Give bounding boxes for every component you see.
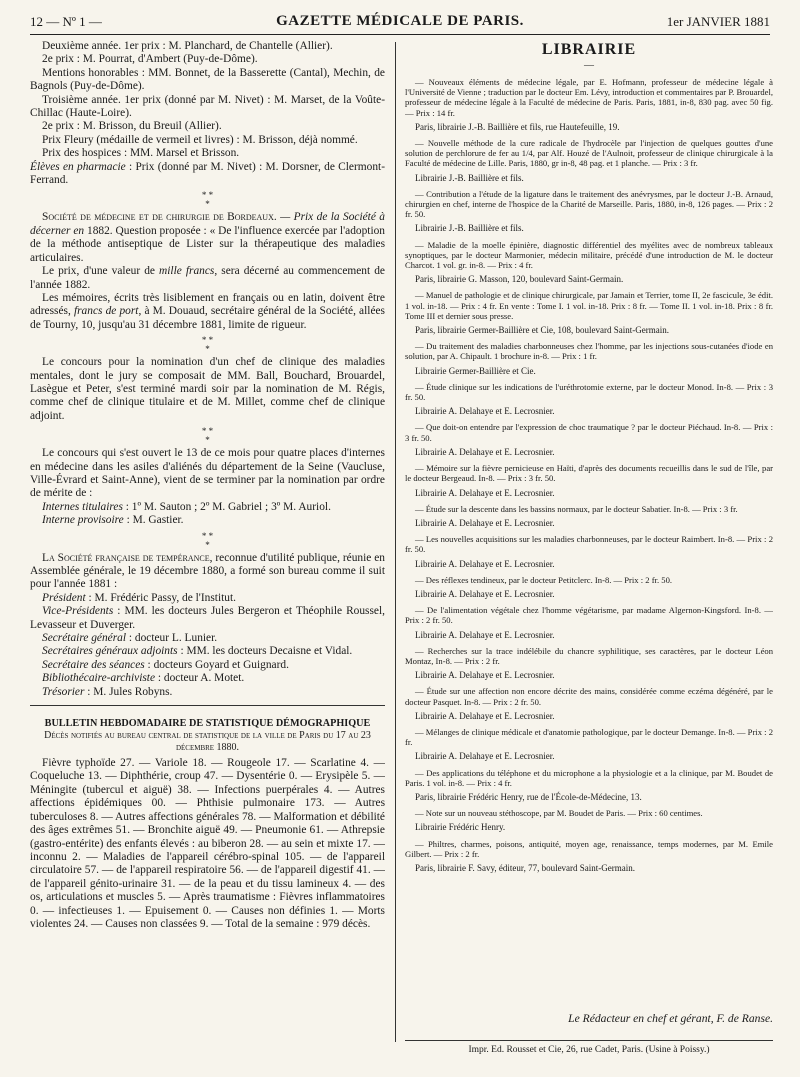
bureau-name: : docteur A. Motet. — [155, 672, 245, 685]
book-entry — [405, 138, 773, 183]
book-entry — [405, 240, 773, 285]
book-description: — Manuel de pathologie et de clinique chirurgicale, par Jamain et Terrier, tome II, 2e fascicule, 3e édit. 1 vol. in-18. — Prix : 4 fr. En vente : Tome I. 1 vol. in-18. Prix : 8 fr. — Tome II. 1 vol. in-18. Prix : 8 fr. Tome III et dernier sous presse. — [405, 290, 773, 321]
section-stars — [30, 336, 385, 354]
pharmacy-prize — [30, 161, 385, 188]
left-column — [30, 40, 385, 1010]
bordeaux-submission — [30, 292, 385, 332]
bureau-member — [30, 592, 385, 605]
bureau-member — [30, 605, 385, 632]
pharmacy-label: Élèves en pharmacie — [30, 160, 126, 173]
internes-names: : 1º M. Sauton ; 2º M. Gabriel ; 3º M. Auriol. — [122, 500, 331, 513]
internes-titulaires — [30, 501, 385, 514]
book-publisher: Paris, librairie G. Masson, 120, boulevard Saint-Germain. — [415, 274, 624, 285]
bordeaux-amount: mille francs — [159, 265, 215, 278]
librairie-dash: — — [584, 60, 594, 71]
temperance-text: , reconnue d'utilité publique, réunie en Assemblée générale, le 19 décembre 1880, a formé son bureau comme il suit pour l'année 1881 : — [30, 551, 385, 591]
book-description: — Mémoire sur la fièvre pernicieuse en Haïti, d'après des documents recueillis dans le sud de l'île, par le docteur Bergeaud. In-8. — Prix : 3 fr. 50. — [405, 463, 773, 484]
bordeaux-sub-b: , à M. Douaud, secrétaire général de la Société, allées de Tourny, 10, jusqu'au 31 décembre 1881, limite de rigueur. — [30, 305, 385, 331]
bureau-role: Vice-Présidents — [42, 605, 114, 618]
bureau-role: Secrétaire des séances — [42, 658, 145, 671]
book-publisher: Librairie A. Delahaye et E. Lecrosnier. — [415, 406, 555, 417]
book-description: — Philtres, charmes, poisons, antiquité, moyen age, renaissance, temps modernes, par M. Emile Gilbert. — Prix : 2 fr. — [405, 838, 773, 859]
book-publisher: Librairie A. Delahaye et E. Lecrosnier. — [415, 629, 555, 640]
book-publisher: Librairie A. Delahaye et E. Lecrosnier. — [415, 588, 555, 599]
page-number: 12 — Nº 1 — — [30, 14, 102, 29]
bordeaux-value — [30, 265, 385, 292]
bureau-name: : docteurs Goyard et Guignard. — [144, 658, 289, 671]
stars-glyph: * * * — [201, 190, 214, 210]
book-entry — [405, 382, 773, 417]
bordeaux-notice — [30, 211, 385, 265]
stars-glyph: * * * — [201, 335, 214, 355]
bureau-role: Président — [42, 591, 86, 604]
editor-signature: Le Rédacteur en chef et gérant, F. de Ranse. — [568, 1012, 773, 1025]
book-entry — [405, 534, 773, 569]
book-publisher: Librairie A. Delahaye et E. Lecrosnier. — [415, 558, 555, 569]
book-publisher: Librairie A. Delahaye et E. Lecrosnier. — [415, 487, 555, 498]
book-description: — Contribution a l'étude de la ligature dans le traitement des anévrysmes, par le docteur J.-B. Arnaud, chirurgien en chef, interne de l'hospice de la Charité de Marseille. Paris, 1880, in-8, 126 pages. — Prix : 2 fr. 50. — [405, 188, 773, 220]
book-entry — [405, 575, 773, 599]
book-entry — [405, 422, 773, 457]
book-publisher: Librairie J.-B. Baillière et fils. — [415, 223, 524, 234]
prize-line: Troisième année. 1er prix (donné par M. Nivet) : M. Marset, de la Voûte-Chillac (Haute-Loire). — [30, 93, 385, 120]
book-description: — Que doit-on entendre par l'expression de choc traumatique ? par le docteur Piéchaud. In-8. — Prix : 3 fr. 50. — [405, 422, 773, 443]
bureau-name: : docteur L. Lunier. — [126, 632, 218, 645]
book-entry — [405, 727, 773, 762]
section-stars — [30, 191, 385, 209]
book-entry — [405, 504, 773, 528]
bureau-role: Secrétaires généraux adjoints — [42, 645, 178, 658]
prize-line: 2e prix : M. Pourrat, d'Ambert (Puy-de-Dôme). — [42, 53, 258, 66]
bulletin-subtitle: Décès notifiés au bureau central de statistique de la ville de Paris du 17 au 23 décembre 1880. — [44, 730, 371, 754]
printer-line: Impr. Ed. Rousset et Cie, 26, rue Cadet, Paris. (Usine à Poissy.) — [405, 1040, 773, 1055]
concours-clinique: Le concours pour la nomination d'un chef de clinique des maladies mentales, dont le jury se composait de MM. Ball, Bouchard, Brouardel, Lasègue et Peter, s'est terminé mardi soir par la nomination de M. Régis, comme chef de clinique titulaire et de M. Millet, comme chef de clinique adjoint. — [30, 356, 385, 422]
book-entry — [405, 839, 773, 874]
temperance-society: La Société française de tempérance — [42, 551, 210, 564]
book-entry — [405, 290, 773, 335]
librairie-title: LIBRAIRIE — [541, 41, 637, 58]
book-description: — Les nouvelles acquisitions sur les maladies charbonneuses, par le docteur Raimbert. In-8. — Prix : 2 fr. 50. — [405, 534, 773, 555]
bureau-member — [30, 659, 385, 672]
bureau-name: : M. Jules Robyns. — [84, 685, 173, 698]
bordeaux-value-b: , sera décerné au commencement de l'année 1882. — [30, 265, 385, 291]
bureau-name: : M. Frédéric Passy, de l'Institut. — [85, 591, 236, 604]
internes-label: Internes titulaires — [42, 500, 123, 513]
book-entry — [405, 646, 773, 681]
book-description: — Nouveaux éléments de médecine légale, par E. Hofmann, professeur de médecine légale à l'Université de Vienne ; traduction par le docteur Em. Lévy, introduction et commentaires par P. Brouardel, professeur de médecine légale à la Faculté de médecine de Paris. Paris, 1881, in-8, 830 pag. avec 50 fig. — Prix : 14 fr. — [405, 77, 773, 118]
temperance-notice — [30, 552, 385, 592]
book-description: — Des réflexes tendineux, par le docteur Petitclerc. In-8. — Prix : 2 fr. 50. — [415, 574, 673, 585]
book-publisher: Librairie J.-B. Baillière et fils. — [415, 172, 524, 183]
stars-glyph: * * * — [201, 426, 214, 446]
bulletin-statistics: Fièvre typhoïde 27. — Variole 18. — Rougeole 17. — Scarlatine 4. — Coqueluche 13. — Diphthérie, croup 47. — Dysentérie 0. — Erysipèle 5. — Méningite (tubercul et aiguë) 38. — Infections puerpérales 4. — Autres affections épidémiques 00. — Phthisie pulmonaire 173. — Autres tuberculoses 8. — Autres affections générales 78. — Malformation et débilité des âges extrêmes 51. — Bronchite aiguë 49. — Pneumonie 61. — Athrepsie (gastro-entérite) des enfants élevés : au biberon 28. — au sein et mixte 17. — inconnu 2. — Maladies de l'appareil cérébro-spinal 105. — de l'appareil circulatoire 57. — de l'appareil respiratoire 56. — de l'appareil digestif 41. — de l'appareil génito-urinaire 31. — de la peau et du tissu lamineux 4. — des os, articulations et muscles 5. — Après traumatisme : Fièvres inflammatoires 0. — infectieuses 1. — Epuisement 0. — Causes non définies 1. — Morts violentes 24. — Causes non classées 9. — Total de la semaine : 979 décès. — [30, 757, 385, 930]
book-description: — De l'alimentation végétale chez l'homme végétarisme, par madame Algernon-Kingsford. In-8. — Prix : 2 fr. 50. — [405, 605, 773, 626]
bureau-name: : MM. les docteurs Decaisne et Vidal. — [177, 645, 353, 658]
book-entry — [405, 686, 773, 721]
book-publisher: Paris, librairie Germer-Baillière et Cie, 108, boulevard Saint-Germain. — [415, 325, 669, 336]
prize-list — [30, 40, 385, 161]
section-stars — [30, 427, 385, 445]
book-publisher: Librairie A. Delahaye et E. Lecrosnier. — [415, 670, 555, 681]
book-entry — [405, 605, 773, 640]
bordeaux-prize-label: — Prix de la Société à décerner en — [30, 211, 385, 237]
book-description: — Étude sur une affection non encore décrite des mains, considérée comme eczéma dégénéré, par le docteur Pasquet. In-8. — Prix : 2 fr. 50. — [405, 686, 773, 707]
bureau-member — [30, 645, 385, 658]
book-description: — Recherches sur la trace indélébile du chancre syphilitique, ses caractères, par le docteur Léon Montaz, In-8. — Prix : 2 fr. — [405, 645, 773, 666]
prize-line: 2e prix : M. Brisson, du Breuil (Allier). — [42, 120, 222, 133]
provisoire-label: Interne provisoire — [42, 514, 124, 527]
provisoire-name: : M. Gastier. — [123, 514, 184, 527]
book-entry — [405, 808, 773, 832]
book-publisher: Librairie A. Delahaye et E. Lecrosnier. — [415, 751, 555, 762]
bureau-name: : MM. les docteurs Jules Bergeron et Théophile Roussel, Levasseur et Duverger. — [30, 605, 385, 631]
bureau-role: Secrétaire général — [42, 632, 127, 645]
prize-line: Deuxième année. 1er prix : M. Planchard, de Chantelle (Allier). — [42, 40, 333, 52]
book-publisher: Paris, librairie F. Savy, éditeur, 77, boulevard Saint-Germain. — [415, 862, 636, 873]
book-description: — Nouvelle méthode de la cure radicale de l'hydrocèle par l'injection de quelques gouttes d'une solution de perchlorure de fer au 1/4, par Alf. Houzé de l'Aulnoit, professeur de clinique chirurgicale à la Faculté de médecine de Lille. Paris, 1880, gr in-8, 48 pag. et 1 planche. — Prix : 3 fr. — [405, 138, 773, 169]
prize-line: Prix Fleury (médaille de vermeil et livres) : M. Brisson, déjà nommé. — [42, 133, 358, 146]
temperance-bureau — [30, 592, 385, 699]
librairie-entries — [405, 77, 773, 873]
book-description: — Étude clinique sur les indications de l'uréthrotomie externe, par le docteur Monod. In-8. — Prix : 3 fr. 50. — [405, 381, 773, 403]
page-header — [30, 10, 770, 35]
prize-line: Mentions honorables : MM. Bonnet, de la Basserette (Cantal), Mechin, de Bagnols (Puy-de-Dôme). — [30, 66, 385, 93]
bordeaux-sub-a: Les mémoires, écrits très lisiblement en français ou en latin, doivent être adressés, — [30, 291, 385, 318]
prize-line: Prix des hospices : MM. Marsel et Brisson. — [42, 147, 240, 160]
stars-glyph: * * * — [201, 530, 214, 550]
bureau-role: Bibliothécaire-archiviste — [42, 672, 156, 685]
book-entry — [405, 341, 773, 376]
bordeaux-society: Société de médecine et de chirurgie de Bordeaux. — [42, 211, 277, 224]
journal-title: GAZETTE MÉDICALE DE PARIS. — [276, 13, 524, 29]
book-description: — Du traitement des maladies charbonneuses chez l'homme, par les injections sous-cutanées d'iode en solution, par A. Chipault. 1 brochure in-8. — Prix : 1 fr. — [405, 341, 773, 362]
bordeaux-port: francs de port — [73, 305, 139, 318]
book-entry — [405, 77, 773, 132]
concours-internes: Le concours qui s'est ouvert le 13 de ce mois pour quatre places d'internes en médecine dans les asiles d'aliénés du département de la Seine (Vaucluse, Ville-Évrard et Saint-Anne), vient de se terminer par la nomination par ordre de mérite de : — [30, 447, 385, 500]
bulletin-title: BULLETIN HEBDOMADAIRE DE STATISTIQUE DÉMOGRAPHIQUE — [44, 718, 371, 730]
right-column — [405, 40, 773, 1015]
book-description: — Des applications du téléphone et du microphone a la physiologie et a la clinique, par M. Boudet de Paris. 1 vol. in-8. — Prix : 4 fr. — [405, 767, 773, 788]
pharmacy-text: : Prix (donné par M. Nivet) : M. Dorsner, de Clermont-Ferrand. — [30, 160, 385, 187]
book-publisher: Librairie A. Delahaye et E. Lecrosnier. — [415, 446, 555, 457]
book-publisher: Paris, librairie Frédéric Henry, rue de l'École-de-Médecine, 13. — [415, 791, 642, 802]
book-publisher: Librairie A. Delahaye et E. Lecrosnier. — [415, 710, 555, 721]
bordeaux-question: 1882. Question proposée : « De l'influence exercée par l'adoption de la méthode antiseptique de Lister sur la thérapeutique des maladies articulaires. — [30, 224, 385, 264]
interne-provisoire — [30, 514, 385, 527]
book-description: — Maladie de la moelle épinière, diagnostic différentiel des myélites avec de nombreux tableaux synoptiques, par le docteur Marmonier, médecin militaire, précédé d'une introduction de M. le docteur Charcot. 1 vol. gr. in-8. — Prix : 4 fr. — [405, 239, 773, 271]
issue-date: 1er JANVIER 1881 — [666, 14, 770, 29]
book-description: — Note sur un nouveau stéthoscope, par M. Boudet de Paris. — Prix : 60 centimes. — [415, 808, 703, 819]
bureau-role: Trésorier — [42, 685, 85, 698]
book-publisher: Librairie Frédéric Henry. — [415, 822, 506, 833]
book-description: — Mélanges de clinique médicale et d'anatomie pathologique, par le docteur Demange. In-8. — Prix : 2 fr. — [405, 726, 773, 748]
book-description: — Étude sur la descente dans les bassins normaux, par le docteur Sabatier. In-8. — Prix : 3 fr. — [415, 503, 738, 514]
book-publisher: Librairie A. Delahaye et E. Lecrosnier. — [415, 517, 555, 528]
section-stars — [30, 532, 385, 550]
bureau-member — [30, 686, 385, 699]
section-rule — [30, 705, 385, 706]
column-divider — [395, 42, 396, 1042]
book-entry — [405, 189, 773, 234]
book-publisher: Librairie Germer-Baillière et Cie. — [415, 365, 536, 376]
book-publisher: Paris, librairie J.-B. Baillière et fils, rue Hautefeuille, 19. — [415, 121, 620, 132]
book-entry — [405, 463, 773, 498]
book-entry — [405, 768, 773, 803]
bordeaux-value-a: Le prix, d'une valeur de — [42, 265, 160, 278]
bureau-member — [30, 632, 385, 645]
bureau-member — [30, 672, 385, 685]
